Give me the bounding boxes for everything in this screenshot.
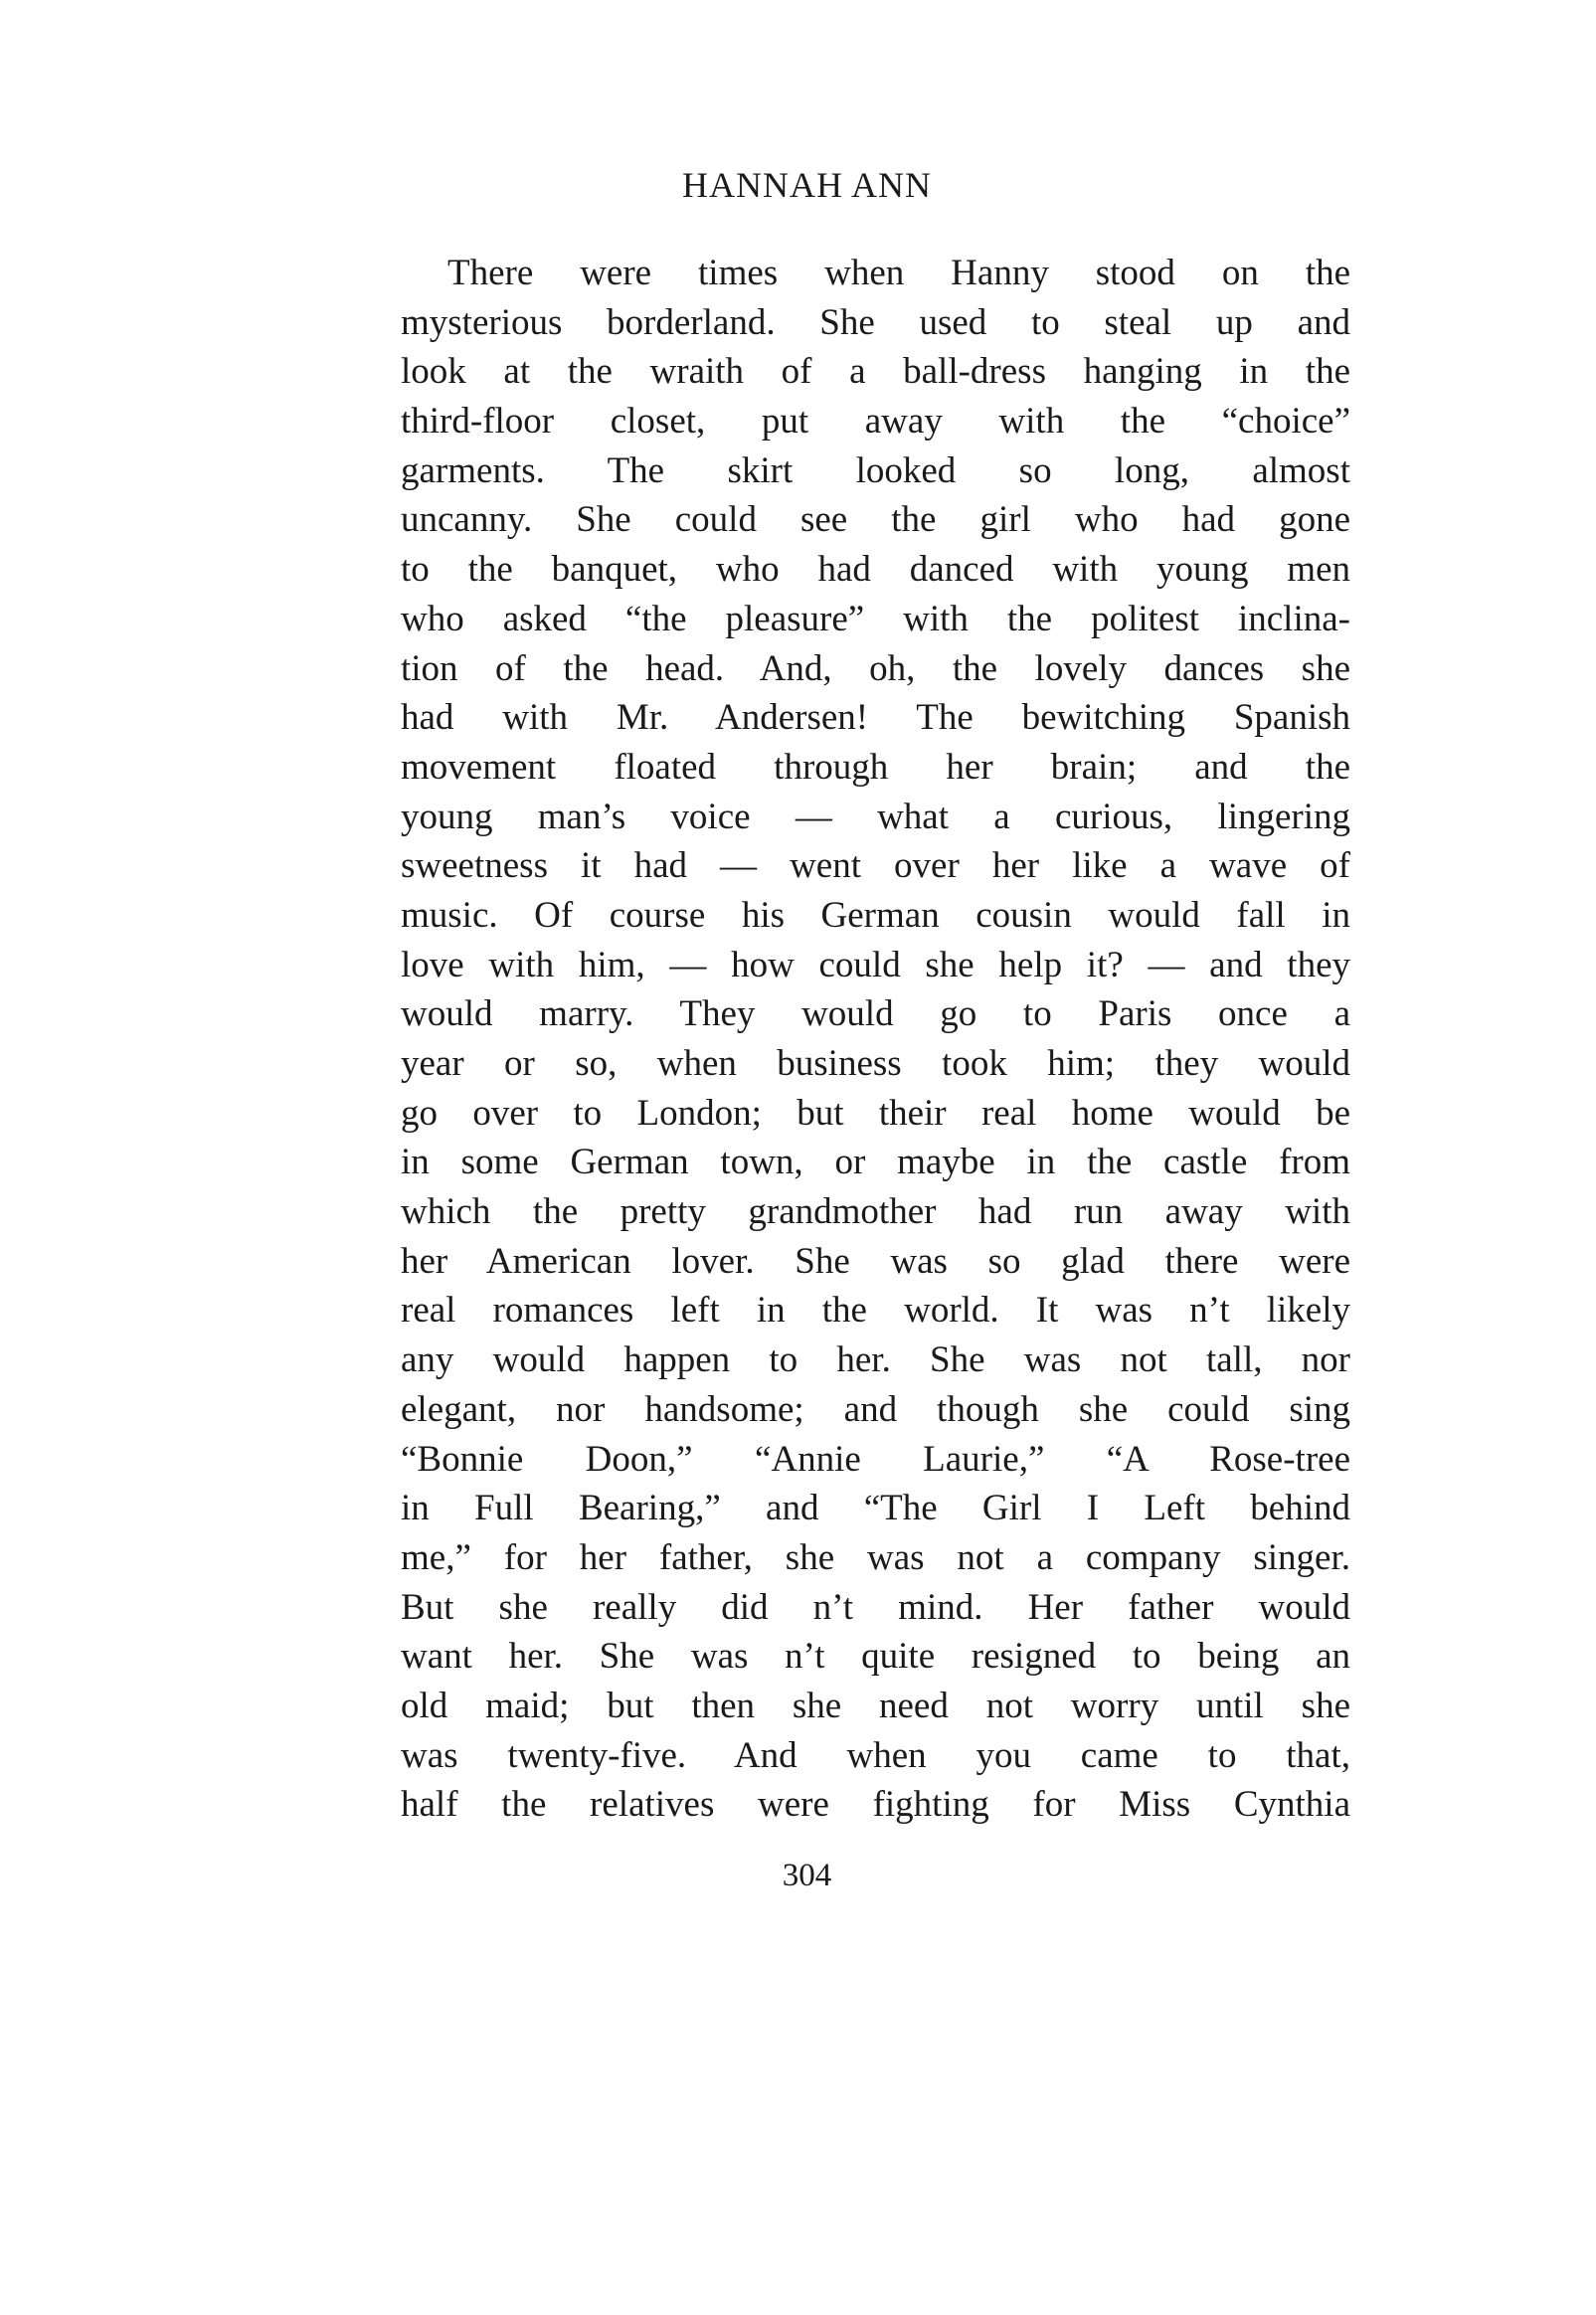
- text-line: uncanny. She could see the girl who had gone: [401, 499, 1350, 541]
- text-line: tion of the head. And, oh, the lovely dances she: [401, 647, 1350, 689]
- text-line: look at the wraith of a ball-dress hanging in the: [401, 351, 1350, 393]
- text-line: But she really did n’t mind. Her father would: [401, 1586, 1350, 1628]
- text-line: real romances left in the world. It was n’t likely: [401, 1290, 1350, 1332]
- body-text: [401, 249, 1350, 1830]
- text-line: would marry. They would go to Paris once a: [401, 993, 1350, 1035]
- text-line: love with him, — how could she help it? — and they: [401, 944, 1350, 985]
- text-line: had with Mr. Andersen! The bewitching Spanish: [401, 697, 1350, 739]
- text-line: music. Of course his German cousin would fall in: [401, 894, 1350, 936]
- text-line: third-floor closet, put away with the “choice”: [401, 401, 1350, 443]
- text-line: There were times when Hanny stood on the: [447, 253, 1350, 293]
- text-line: any would happen to her. She was not tall, nor: [401, 1339, 1350, 1381]
- text-line: garments. The skirt looked so long, almost: [401, 449, 1350, 491]
- text-line: young man’s voice — what a curious, lingering: [401, 796, 1350, 837]
- text-line: go over to London; but their real home would be: [401, 1092, 1350, 1134]
- text-line: me,” for her father, she was not a company singer.: [401, 1536, 1350, 1578]
- running-title: HANNAH ANN: [682, 165, 932, 205]
- text-line: movement floated through her brain; and the: [401, 746, 1350, 788]
- text-line: to the banquet, who had danced with young men: [401, 549, 1350, 591]
- text-line: mysterious borderland. She used to steal up and: [401, 301, 1350, 343]
- text-line: in some German town, or maybe in the castle from: [401, 1142, 1350, 1183]
- text-line: want her. She was n’t quite resigned to being an: [401, 1636, 1350, 1678]
- text-line: sweetness it had — went over her like a wave of: [401, 845, 1350, 887]
- text-line: “Bonnie Doon,” “Annie Laurie,” “A Rose-tree: [401, 1438, 1350, 1480]
- text-line: in Full Bearing,” and “The Girl I Left behind: [401, 1488, 1350, 1529]
- text-line: half the relatives were fighting for Miss Cynthia: [401, 1784, 1350, 1826]
- text-line: was twenty-five. And when you came to that,: [401, 1734, 1350, 1776]
- text-line: who asked “the pleasure” with the politest inclina-: [401, 598, 1350, 639]
- text-line: her American lover. She was so glad there were: [401, 1240, 1350, 1282]
- text-line: year or so, when business took him; they would: [401, 1043, 1350, 1084]
- text-line: which the pretty grandmother had run away with: [401, 1191, 1350, 1233]
- text-line: elegant, nor handsome; and though she could sing: [401, 1388, 1350, 1430]
- page-number: 304: [782, 1858, 832, 1893]
- text-line: old maid; but then she need not worry until she: [401, 1685, 1350, 1726]
